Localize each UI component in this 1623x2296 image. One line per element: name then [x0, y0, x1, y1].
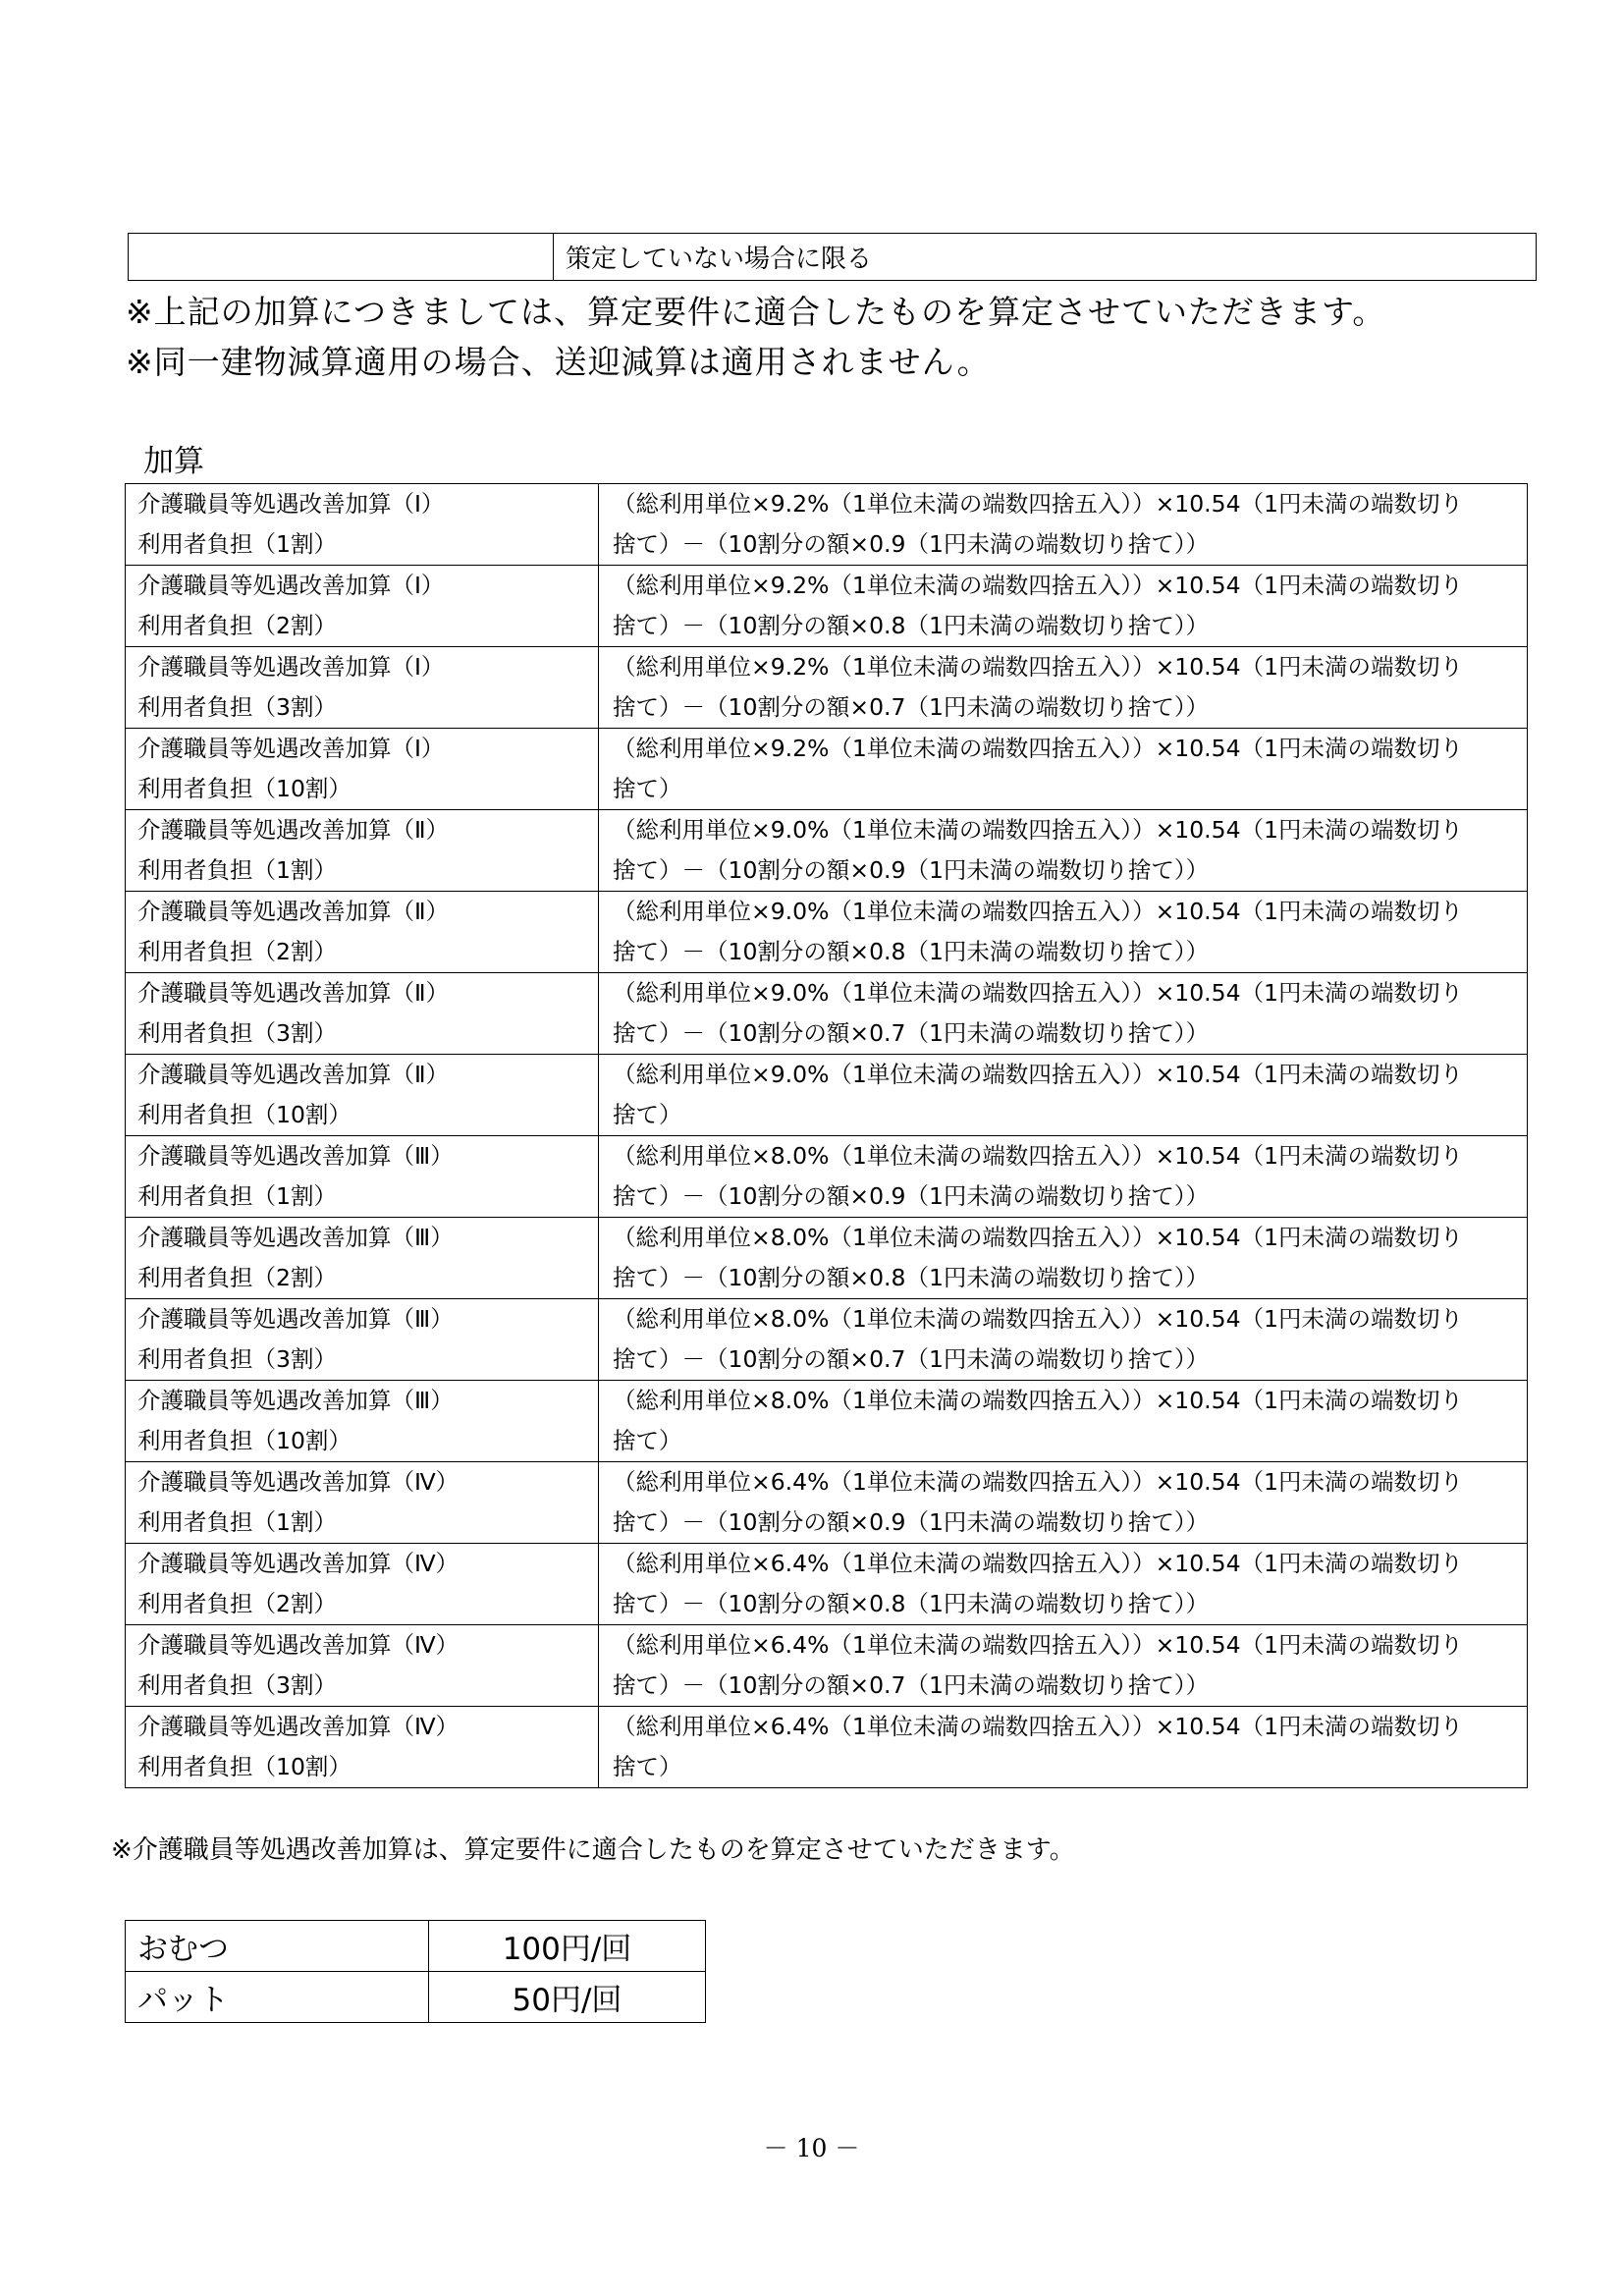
kasan-formula-cell: （総利用単位×9.0%（1単位未満の端数四捨五入））×10.54（1円未満の端数切り 捨て）－（10割分の額×0.7（1円未満の端数切り捨て））	[599, 973, 1528, 1055]
kasan-name-cell: 介護職員等処遇改善加算（Ⅲ） 利用者負担（10割）	[126, 1381, 599, 1462]
table-row	[126, 1136, 1528, 1218]
table-row	[126, 1055, 1528, 1136]
kasan-formula-cell: （総利用単位×6.4%（1単位未満の端数四捨五入））×10.54（1円未満の端数切り 捨て）	[599, 1707, 1528, 1788]
kasan-formula-cell: （総利用単位×9.2%（1単位未満の端数四捨五入））×10.54（1円未満の端数切り 捨て）－（10割分の額×0.7（1円未満の端数切り捨て））	[599, 647, 1528, 729]
table-row	[129, 234, 1537, 281]
kasan-name-cell: 介護職員等処遇改善加算（Ⅲ） 利用者負担（2割）	[126, 1218, 599, 1299]
kasan-formula-cell: （総利用単位×9.2%（1単位未満の端数四捨五入））×10.54（1円未満の端数切り 捨て）－（10割分の額×0.8（1円未満の端数切り捨て））	[599, 566, 1528, 647]
table-row	[126, 647, 1528, 729]
top-table-cell-right: 策定していない場合に限る	[554, 234, 1537, 281]
page-number: － 10 －	[763, 2134, 860, 2162]
kasan-formula-cell: （総利用単位×6.4%（1単位未満の端数四捨五入））×10.54（1円未満の端数切り 捨て）－（10割分の額×0.8（1円未満の端数切り捨て））	[599, 1544, 1528, 1625]
kasan-name-cell: 介護職員等処遇改善加算（Ⅳ） 利用者負担（3割）	[126, 1625, 599, 1707]
kasan-table	[125, 483, 1528, 1788]
table-row	[126, 1381, 1528, 1462]
kasan-name-cell: 介護職員等処遇改善加算（Ⅳ） 利用者負担（1割）	[126, 1462, 599, 1544]
top-table	[128, 233, 1537, 281]
kasan-name-cell: 介護職員等処遇改善加算（Ⅲ） 利用者負担（1割）	[126, 1136, 599, 1218]
kasan-name-cell: 介護職員等処遇改善加算（Ⅰ） 利用者負担（1割）	[126, 484, 599, 566]
table-row	[126, 1921, 706, 1972]
kasan-formula-cell: （総利用単位×8.0%（1単位未満の端数四捨五入））×10.54（1円未満の端数切り 捨て）－（10割分の額×0.9（1円未満の端数切り捨て））	[599, 1136, 1528, 1218]
table-row	[126, 1972, 706, 2023]
table-row	[126, 973, 1528, 1055]
kasan-formula-cell: （総利用単位×9.0%（1単位未満の端数四捨五入））×10.54（1円未満の端数切り 捨て）－（10割分の額×0.8（1円未満の端数切り捨て））	[599, 892, 1528, 973]
kasan-name-cell: 介護職員等処遇改善加算（Ⅱ） 利用者負担（2割）	[126, 892, 599, 973]
kasan-name-cell: 介護職員等処遇改善加算（Ⅱ） 利用者負担（10割）	[126, 1055, 599, 1136]
kasan-formula-cell: （総利用単位×9.0%（1単位未満の端数四捨五入））×10.54（1円未満の端数切り 捨て）	[599, 1055, 1528, 1136]
kasan-name-cell: 介護職員等処遇改善加算（Ⅰ） 利用者負担（2割）	[126, 566, 599, 647]
table-row	[126, 1218, 1528, 1299]
table-row	[126, 1625, 1528, 1707]
note-line: ※上記の加算につきましては、算定要件に適合したものを算定させていただきます。	[126, 293, 1386, 331]
table-row	[126, 810, 1528, 892]
table-row	[126, 892, 1528, 973]
kasan-formula-cell: （総利用単位×9.0%（1単位未満の端数四捨五入））×10.54（1円未満の端数切り 捨て）－（10割分の額×0.9（1円未満の端数切り捨て））	[599, 810, 1528, 892]
price-item: おむつ	[126, 1921, 429, 1972]
table-row	[126, 729, 1528, 810]
section-title: 加算	[143, 444, 204, 479]
kasan-formula-cell: （総利用単位×6.4%（1単位未満の端数四捨五入））×10.54（1円未満の端数切り 捨て）－（10割分の額×0.7（1円未満の端数切り捨て））	[599, 1625, 1528, 1707]
note-line: ※同一建物減算適用の場合、送迎減算は適用されません。	[126, 343, 991, 381]
table-row	[126, 484, 1528, 566]
table-row	[126, 1299, 1528, 1381]
price-value: 50円/回	[429, 1972, 706, 2023]
kasan-name-cell: 介護職員等処遇改善加算（Ⅱ） 利用者負担（1割）	[126, 810, 599, 892]
kasan-name-cell: 介護職員等処遇改善加算（Ⅱ） 利用者負担（3割）	[126, 973, 599, 1055]
top-table-cell-left	[129, 234, 554, 281]
kasan-name-cell: 介護職員等処遇改善加算（Ⅲ） 利用者負担（3割）	[126, 1299, 599, 1381]
kasan-name-cell: 介護職員等処遇改善加算（Ⅰ） 利用者負担（10割）	[126, 729, 599, 810]
price-value: 100円/回	[429, 1921, 706, 1972]
price-table	[125, 1920, 706, 2023]
kasan-formula-cell: （総利用単位×9.2%（1単位未満の端数四捨五入））×10.54（1円未満の端数切り 捨て）－（10割分の額×0.9（1円未満の端数切り捨て））	[599, 484, 1528, 566]
kasan-formula-cell: （総利用単位×9.2%（1単位未満の端数四捨五入））×10.54（1円未満の端数切り 捨て）	[599, 729, 1528, 810]
kasan-formula-cell: （総利用単位×8.0%（1単位未満の端数四捨五入））×10.54（1円未満の端数切り 捨て）－（10割分の額×0.7（1円未満の端数切り捨て））	[599, 1299, 1528, 1381]
table-row	[126, 1462, 1528, 1544]
footnote: ※介護職員等処遇改善加算は、算定要件に適合したものを算定させていただきます。	[111, 1835, 1075, 1865]
kasan-formula-cell: （総利用単位×8.0%（1単位未満の端数四捨五入））×10.54（1円未満の端数切り 捨て）－（10割分の額×0.8（1円未満の端数切り捨て））	[599, 1218, 1528, 1299]
kasan-formula-cell: （総利用単位×6.4%（1単位未満の端数四捨五入））×10.54（1円未満の端数切り 捨て）－（10割分の額×0.9（1円未満の端数切り捨て））	[599, 1462, 1528, 1544]
table-row	[126, 1707, 1528, 1788]
price-item: パット	[126, 1972, 429, 2023]
kasan-name-cell: 介護職員等処遇改善加算（Ⅰ） 利用者負担（3割）	[126, 647, 599, 729]
kasan-formula-cell: （総利用単位×8.0%（1単位未満の端数四捨五入））×10.54（1円未満の端数切り 捨て）	[599, 1381, 1528, 1462]
table-row	[126, 1544, 1528, 1625]
kasan-name-cell: 介護職員等処遇改善加算（Ⅳ） 利用者負担（2割）	[126, 1544, 599, 1625]
table-row	[126, 566, 1528, 647]
kasan-name-cell: 介護職員等処遇改善加算（Ⅳ） 利用者負担（10割）	[126, 1707, 599, 1788]
